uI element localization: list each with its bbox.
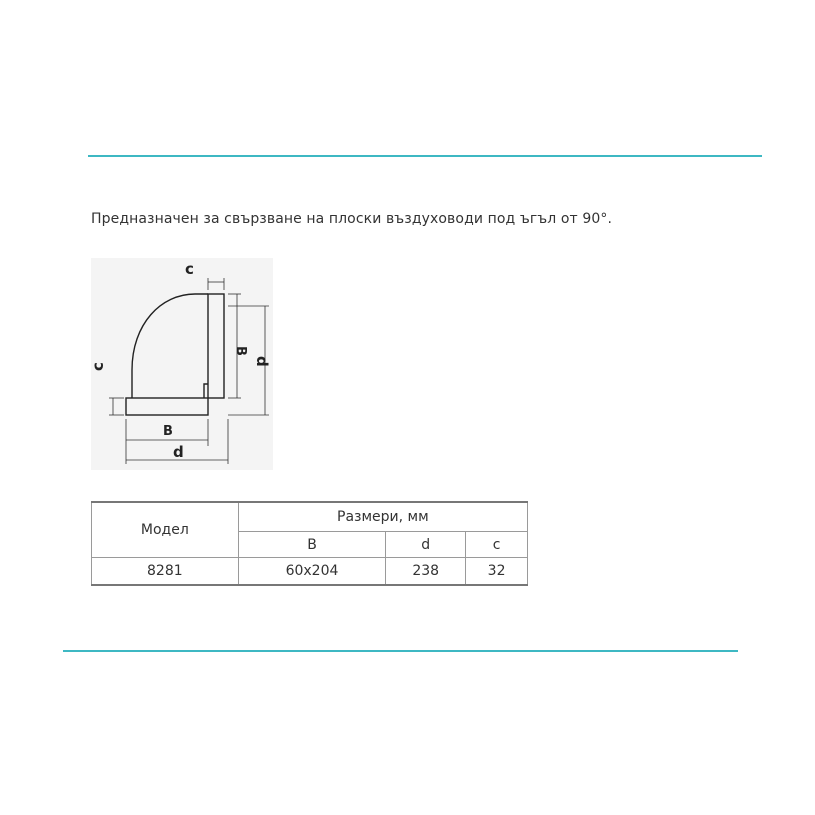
b-cell: 60x204: [238, 558, 386, 586]
model-cell: 8281: [92, 558, 239, 586]
product-description: Предназначен за свързване на плоски въздуховоди под ъгъл от 90°.: [91, 211, 613, 227]
side-d-label: d: [253, 356, 271, 367]
dimensions-table: [91, 501, 528, 586]
column-b-header: B: [238, 532, 386, 558]
column-c-header: c: [466, 532, 528, 558]
top-divider: [88, 155, 762, 157]
d-cell: 238: [386, 558, 466, 586]
bottom-divider: [63, 650, 738, 652]
c-cell: 32: [466, 558, 528, 586]
elbow-technical-drawing: [91, 258, 273, 470]
drawing-background: [91, 258, 273, 470]
table-row: [92, 558, 528, 586]
table-header-row: [92, 502, 528, 532]
bottom-b-label: B: [163, 424, 173, 439]
model-header: Модел: [92, 502, 239, 558]
column-d-header: d: [386, 532, 466, 558]
side-c-label: c: [89, 362, 107, 371]
side-b-label: B: [233, 346, 248, 356]
top-c-label: c: [185, 260, 194, 278]
bottom-d-label: d: [173, 443, 184, 461]
dimensions-header: Размери, мм: [238, 502, 527, 532]
